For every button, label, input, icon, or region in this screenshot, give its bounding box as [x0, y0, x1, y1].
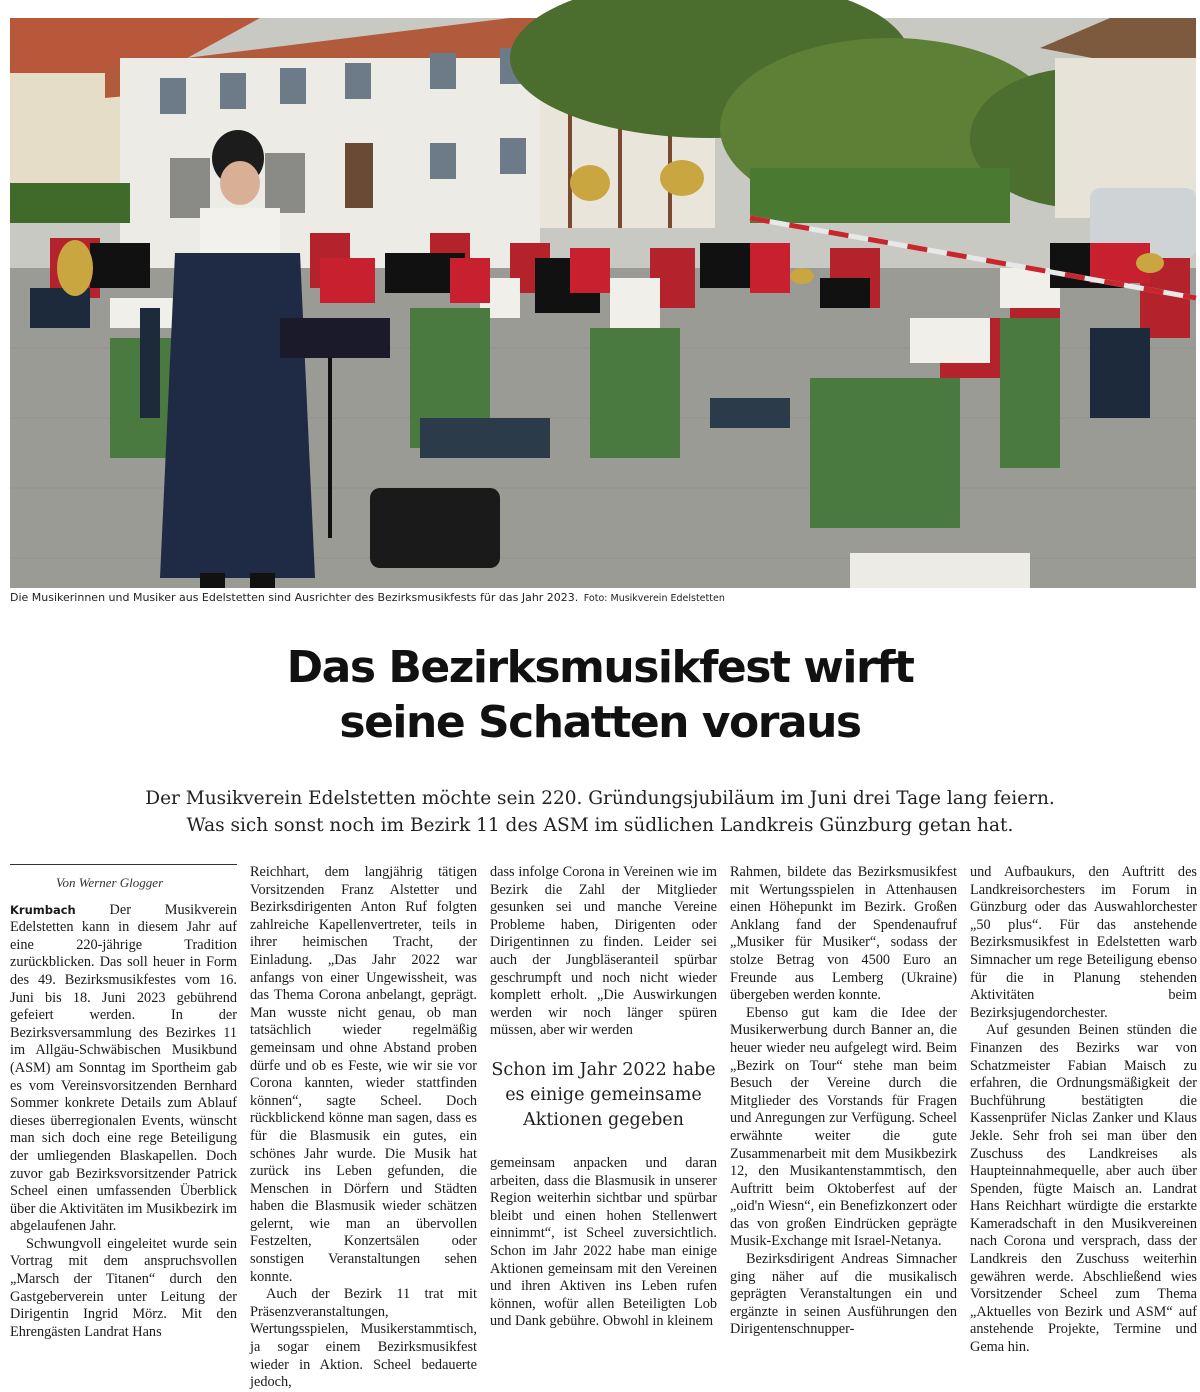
article-paragraph: dass infolge Corona in Vereinen wie im Bezirk die Zahl der Mitglieder gesunken sei und manche Vereine Probleme haben, Dirigenten oder Dirigentinnen zu finden. Leider sei auch der Jungbläseranteil spürbar geschrumpft und noch nicht wieder komplett erholt. „Die Auswirkungen werden wir noch länger spüren müssen, aber wir werden [490, 864, 717, 1039]
article-paragraph: Rahmen, bildete das Bezirksmusikfest mit Wertungsspielen in Attenhausen einen Höhepunkt im Bezirk. Großen Anklang fand der Spendenaufruf „Musiker für Musiker“, sodass der stolze Betrag von 4500 Euro an Freunde aus Lemberg (Ukraine) übergeben werden konnte. [730, 864, 957, 1004]
article-column-3 [490, 864, 717, 1331]
dateline: Krumbach [10, 902, 76, 917]
article-paragraph: gemeinsam anpacken und daran arbeiten, dass die Blasmusik in unserer Region weiterhin sichtbar und spürbar bleibt und einen hohen Stellenwert einnimmt“, ist Scheel zuversichtlich. Schon im Jahr 2022 habe man einige Aktionen gemeinsam mit den Vereinen und ihren Aktiven ins Leben rufen können, wofür allen Beteiligten Lob und Dank gebühre. Obwohl in kleinem [490, 1154, 717, 1330]
article-column-1 [10, 864, 237, 1341]
article-photo [10, 18, 1196, 588]
article-headline [0, 640, 1200, 750]
article-paragraph: Reichhart, dem langjährig tätigen Vorsitzenden Franz Alstetter und Bezirksdirigenten Anton Ruf folgten zahlreiche Kapellenvertreter, teils in ihrer heimischen Tracht, der Einladung. „Das Jahr 2022 war anfangs von einer Ungewissheit, was das Thema Corona anbelangt, geprägt. Man wusste nicht genau, ob man tatsächlich wieder regelmäßig gemeinsam und ohne Abstand proben dürfe und ob es Feste, wie wir sie vor Corona kannten, wieder stattfinden können“, sagte Scheel. Doch rückblickend könne man sagen, dass es für die Blasmusik ein gutes, ein schönes Jahr wurde. Die Musik hat zurück ins Leben gefunden, die Menschen in Dörfern und Städten haben die Blasmusik wieder schätzen gelernt, wie man an übervollen Festzelten, Konzertsälen oder sonstigen Veranstaltungen sehen konnte. [250, 864, 477, 1285]
photo-caption [10, 591, 1196, 604]
article-paragraph: Schwungvoll eingeleitet wurde sein Vortrag mit dem anspruchsvollen „Marsch der Titanen“ durch den Gastgeberverein unter Leitung der Dirigentin Ingrid Mörz. Mit den Ehrengästen Landrat Hans [10, 1235, 237, 1340]
pull-quote: Schon im Jahr 2022 habe es einige gemeinsame Aktionen gegeben [491, 1059, 716, 1130]
headline-line-1: Das Bezirksmusikfest wirft [286, 642, 914, 693]
article-paragraph: Auf gesunden Beinen stünden die Finanzen des Bezirks war von Schatzmeister Fabian Maisch zu erfahren, die Ordnungsmäßigkeit der Buchführung bestätigten die Kassenprüfer Niclas Zanker und Klaus Jekle. Sehr froh sei man über den Zuschuss des Landkreises als Haupteinnahmequelle, aber auch über Spenden, fügte Maisch an. Landrat Hans Reichhart würdigte die erstarkte Kameradschaft in den Musikvereinen nach Corona und versprach, dass der Landkreis den Zuschuss weiterhin gewähren werde. Abschließend wies Vorsitzender Scheel zum Thema „Aktuelles von Bezirk und ASM“ auf anstehende Projekte, Termine und Gema hin. [970, 1022, 1197, 1356]
photo-credit: Foto: Musikverein Edelstetten [583, 593, 725, 604]
article-body [10, 864, 1197, 1391]
article-column-4 [730, 864, 957, 1339]
brass-band-outdoor-photo [10, 18, 1196, 588]
article-subhead [0, 785, 1200, 839]
article-paragraph: Ebenso gut kam die Idee der Musikerwerbung durch Banner an, die heuer wieder neu aufgelegt wird. Beim „Bezirk on Tour“ stehe man beim Besuch der Vereine durch die Mitglieder des Vorstands für Fragen und Anregungen zur Verfügung. Scheel erwähnte weiter die gute Zusammenarbeit mit dem Musikbezirk 12, den Musikantenstammtisch, den Auftritt beim Oktoberfest auf der „oid'n Wiesn“, ein Benefizkonzert oder das von großen Eindrücken geprägte Musik-Exchange mit Israel-Netanya. [730, 1004, 957, 1250]
subhead-line-2: Was sich sonst noch im Bezirk 11 des ASM im südlichen Landkreis Günzburg getan hat. [186, 815, 1014, 836]
article-paragraph: Auch der Bezirk 11 trat mit Präsenzveranstaltungen, Wertungsspielen, Musikerstammtisch, ja sogar einem Bezirksmusikfest wieder in Aktion. Scheel bedauerte jedoch, [250, 1286, 477, 1391]
byline: Von Werner Glogger [10, 864, 237, 902]
article-column-2 [250, 864, 477, 1392]
caption-text: Die Musikerinnen und Musiker aus Edelstetten sind Ausrichter des Bezirksmusikfests für das Jahr 2023. [10, 591, 579, 604]
article-column-5 [970, 864, 1197, 1357]
article-paragraph: und Aufbaukurs, den Auftritt des Landkreisorchesters im Forum in Günzburg oder das Auswahlorchester „50 plus“. Für das anstehende Bezirksmusikfest in Edelstetten warb Simnacher um rege Beteiligung ebenso für die in Planung stehenden Aktivitäten beim Bezirksjugendorchester. [970, 864, 1197, 1021]
headline-line-2: seine Schatten voraus [339, 697, 861, 748]
article-paragraph [10, 902, 237, 1236]
subhead-line-1: Der Musikverein Edelstetten möchte sein 220. Gründungsjubiläum im Juni drei Tage lang feiern. [145, 788, 1055, 809]
article-paragraph: Bezirksdirigent Andreas Simnacher ging näher auf die musikalisch geprägten Veranstaltungen ein und ergänzte in seinen Ausführungen den Dirigentenschnupper- [730, 1251, 957, 1338]
paragraph-text: Der Musikverein Edelstetten kann in diesem Jahr auf eine 220-jährige Tradition zurückblicken. Das soll heuer in Form des 49. Bezirksmusikfestes vom 16. Juni bis 18. Juni 2023 gebührend gefeiert werden. In der Bezirksversammlung des Bezirkes 11 im Allgäu-Schwäbischen Musikbund (ASM) am Sonntag im Sportheim gab es vom Vereinsvorsitzenden Bernhard Sommer konkrete Details zum Ablauf dieses überregionalen Events, wünscht man sich doch eine rege Beteiligung der umliegenden Blaskapellen. Doch zuvor gab Bezirksvorsitzender Patrick Scheel einen umfassenden Überblick über die Aktivitäten im Musikbezirk im abgelaufenen Jahr. [10, 901, 237, 1235]
